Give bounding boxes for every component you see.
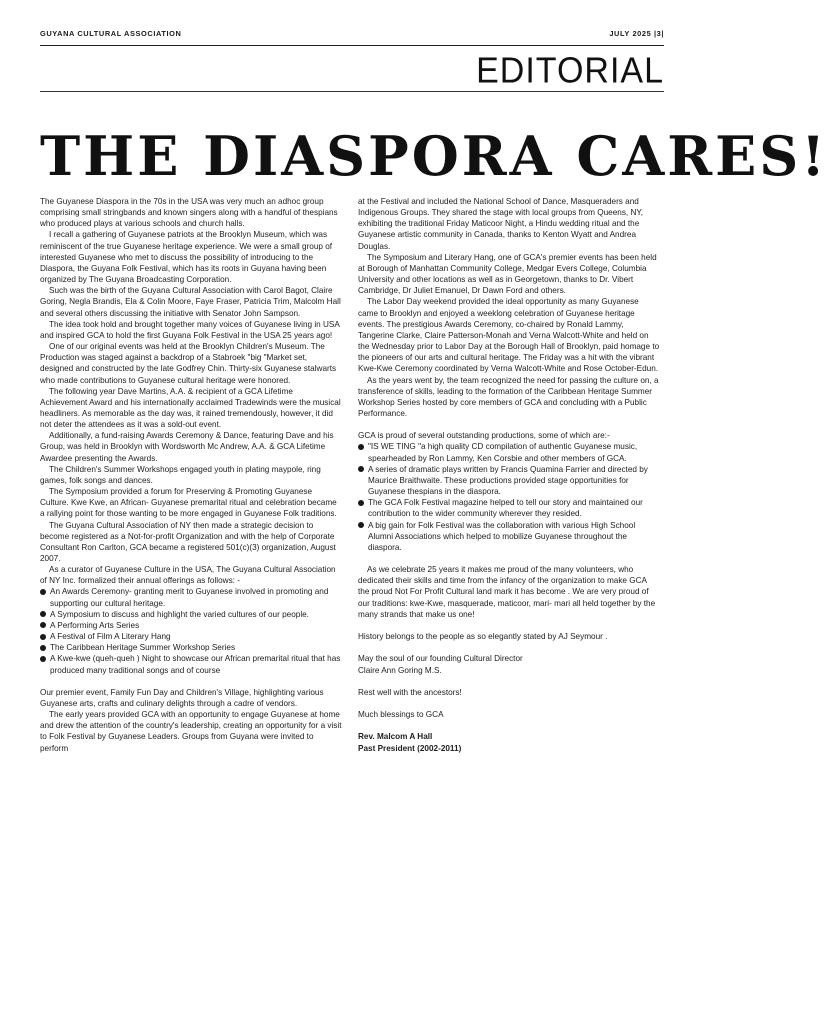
paragraph: The Labor Day weekend provided the ideal opportunity as many Guyanese came to Brooklyn and enjoyed a weeklong celebration of Guyanese heritage events. The prestigious Awards Ceremony, co-chaired by Ronald Lammy, Tangerine Clarke, Claire Patterson-Monah and Verna Walcott-White and held on the Wednesday prior to Labor Day at the Borough Hall of Brooklyn, paid homage to the pioneers of our arts and cultural heritage. The Friday was a hit with the vibrant Kwe-Kwe Ceremony coordinated by Verna Walcott-White and Rose October-Edun. <box>358 297 660 374</box>
paragraph: The Children's Summer Workshops engaged youth in plating maypole, ring games, folk songs and dances. <box>40 464 321 485</box>
paragraph: I recall a gathering of Guyanese patriots at the Brooklyn Museum, which was reminiscent of the true Guyanese heritage experience. We were a small group of interested Guyanese who met to discuss the possibility of introducing to the Diaspora, the Guyana Folk Festival, which has its roots in Guyana having been organized by The Guyana Broadcasting Corporation. <box>40 230 333 285</box>
paragraph: The early years provided GCA with an opportunity to engage Guyanese at home and drew the attention of the country's leadership, creating an opportunity for a visit to Folk Festival by Guyanese Leaders. Groups from Guyana were invited to perform <box>40 710 342 753</box>
paragraph: The following year Dave Martins, A.A. & recipient of a GCA Lifetime Achievement Award and his internationally acclaimed Tradewinds were the musical headliners. As memorable as the day was, it rained tremendously, however, it did not deter the attendees as it was a sold-out event. <box>40 386 341 430</box>
signature-title: Past President (2002-2011) <box>358 743 462 753</box>
paragraph: As a curator of Guyanese Culture in the USA, The Guyana Cultural Association of NY Inc. formalized their annual offerings as follows: - <box>40 565 336 586</box>
list-item: The Caribbean Heritage Summer Workshop Series <box>40 642 342 653</box>
productions-list <box>358 441 660 553</box>
paragraph: Much blessings to GCA <box>358 710 444 720</box>
spacer <box>40 676 342 687</box>
running-head <box>40 29 664 41</box>
list-item: A Kwe-kwe (queh-queh ) Night to showcase our African premarital ritual that has produced many traditional songs and of course <box>40 653 342 675</box>
spacer <box>358 642 660 653</box>
publication-name: GUYANA CULTURAL ASSOCIATION <box>40 29 182 38</box>
paragraph: One of our original events was held at the Brooklyn Children's Museum. The Production was staged against a backdrop of a Stabroek "big "Market set, designed and constructed by the late Godfrey Chin. Thirty-six Guyanese stalwarts who made contributions to Guyanese cultural heritage were honored. <box>40 342 337 385</box>
list-item: An Awards Ceremony- granting merit to Guyanese involved in promoting and supporting our cultural heritage. <box>40 586 342 608</box>
paragraph: As we celebrate 25 years it makes me proud of the many volunteers, who dedicated their skills and time from the infancy of the organization to make GCA the proud Not For Profit Cultural land mark it has become . We are very proud of our traditions: kwe-Kwe, masquerade, maticoor, mari- mari all held together by the many strands that make us one! <box>358 565 656 619</box>
paragraph: The Symposium and Literary Hang, one of GCA's premier events has been held at Borough of Manhattan Community College, Medgar Evers College, Columbia University and other locations as well as in Georgetown, thanks to Dr. Vibert Cambridge, Dr Juliet Emanuel, Dr Dawn Ford and others. <box>358 252 657 296</box>
left-column <box>40 196 342 754</box>
paragraph: Claire Ann Goring M.S. <box>358 665 442 675</box>
section-label: EDITORIAL <box>476 51 664 91</box>
list-item: A Symposium to discuss and highlight the varied cultures of our people. <box>40 609 342 620</box>
paragraph: at the Festival and included the National School of Dance, Masqueraders and Indigenous Groups. They shared the stage with local groups from Queens, NY, exhibiting the traditional Friday Maticoor Night, a Hindu wedding ritual and the Guyanese artistic community in Canada, thanks to Kenton Wyatt and Andrea Douglas. <box>358 197 644 251</box>
paragraph: Rest well with the ancestors! <box>358 687 462 697</box>
paragraph: History belongs to the people as so elegantly stated by AJ Seymour . <box>358 632 608 642</box>
paragraph: Our premier event, Family Fun Day and Children's Village, highlighting various Guyanese arts, crafts and culinary delights through a cadre of vendors. <box>40 687 324 709</box>
paragraph: The Guyanese Diaspora in the 70s in the USA was very much an adhoc group comprising small stringbands and known singers along with a handful of thespians who produced plays at various schools and church halls. <box>40 197 338 229</box>
spacer <box>358 720 660 731</box>
list-item: A Performing Arts Series <box>40 620 342 631</box>
list-item: A Festival of Film A Literary Hang <box>40 631 342 642</box>
issue-date-page: JULY 2025 |3| <box>609 29 664 38</box>
offerings-list <box>40 586 342 675</box>
spacer <box>358 553 660 564</box>
spacer <box>358 419 660 430</box>
right-column <box>358 196 660 754</box>
section-rule <box>40 91 664 92</box>
paragraph: The Guyana Cultural Association of NY then made a strategic decision to become registered as a Not-for-profit Organization and with the help of Corporate Consultant Ron Carlton, GCA became a registered 501(c)(3) organization, August 2007. <box>40 520 336 563</box>
list-item: A series of dramatic plays written by Francis Quamina Farrier and directed by Maurice Braithwaite. These productions provided stage opportunities for Guyanese thespians in the diaspora. <box>358 464 660 497</box>
paragraph: Such was the birth of the Guyana Cultural Association with Carol Bagot, Claire Goring, Negla Brandis, Ela & Colin Moore, Faye Fraser, Patricia Trim, Malcolm Hall and several others discussing the initiative with Senator John Sampson. <box>40 286 341 318</box>
paragraph: As the years went by, the team recognized the need for passing the culture on, a transference of skills, leading to the formation of the Caribbean Heritage Summer Workshop Series hosted by core members of GCA and concluding with a Public Performance. <box>358 375 659 418</box>
headline: THE DIASPORA CARES! <box>40 124 828 188</box>
spacer <box>358 676 660 687</box>
paragraph: The idea took hold and brought together many voices of Guyanese living in USA and inspired GCA to hold the first Guyana Folk Festival in the USA 25 years ago! <box>40 319 340 340</box>
spacer <box>358 698 660 709</box>
paragraph: The Symposium provided a forum for Preserving & Promoting Guyanese Culture. Kwe Kwe, an African- Guyanese premarital ritual and celebration became a rallying point for those wanting to be more engaged in Guyanese Folk traditions. <box>40 487 337 519</box>
paragraph: GCA is proud of several outstanding productions, some of which are:- <box>358 431 610 441</box>
header-rule <box>40 45 664 46</box>
list-item: The GCA Folk Festival magazine helped to tell our story and maintained our contribution to the wider community wherever they resided. <box>358 497 660 519</box>
list-item: A big gain for Folk Festival was the collaboration with various High School Alumni Associations which helped to mobilize Guyanese throughout the diaspora. <box>358 520 660 553</box>
list-item: "IS WE TING "a high quality CD compilation of authentic Guyanese music, spearheaded by Ron Lammy, Ken Corsbie and other members of GCA. <box>358 441 660 463</box>
paragraph: May the soul of our founding Cultural Director <box>358 654 523 664</box>
paragraph: Additionally, a fund-raising Awards Ceremony & Dance, featuring Dave and his Group, was held in Brooklyn with Wordsworth Mc Andrew, A.A. & GCA Lifetime Awardee presenting the Awards. <box>40 431 334 463</box>
signature-name: Rev. Malcom A Hall <box>358 732 433 742</box>
spacer <box>358 620 660 631</box>
